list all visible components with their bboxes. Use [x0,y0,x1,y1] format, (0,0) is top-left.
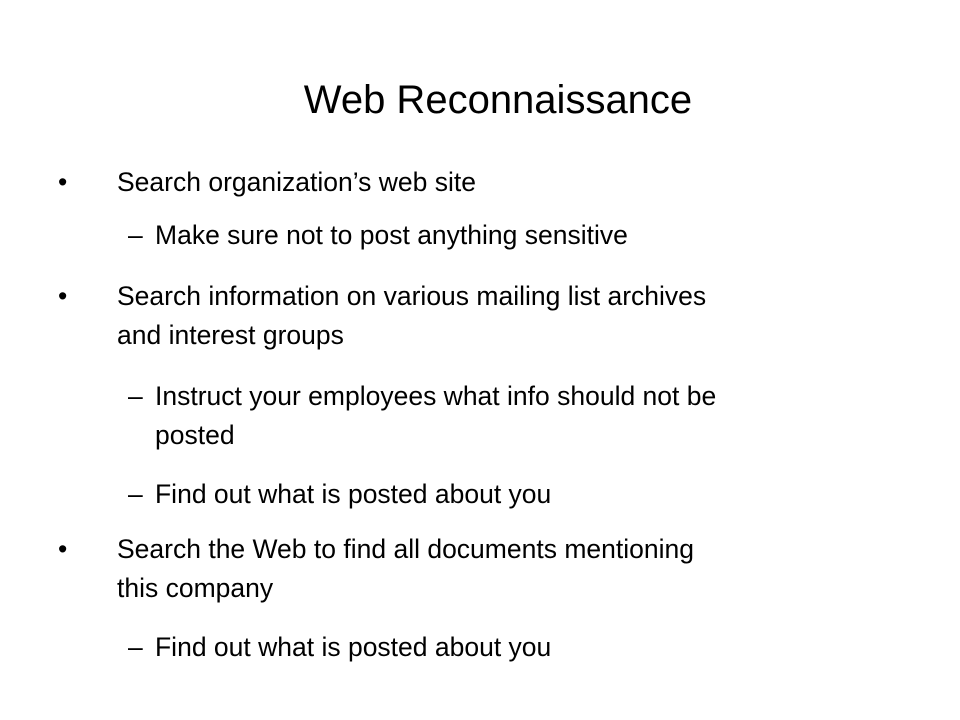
bullet-line: Search organization’s web site [117,167,476,197]
dash-marker: – [128,220,143,250]
sub-text [155,377,905,455]
bullet-marker: • [58,534,68,564]
sub-line: Make sure not to post anything sensitive [155,220,628,250]
sub-text [155,628,905,667]
dash-marker: – [128,632,143,662]
dash-marker: – [128,381,143,411]
bullet-line: Search information on various mailing list archives [117,281,707,311]
bullet-marker: • [58,281,68,311]
sub-text [155,475,905,514]
sub-line: posted [155,420,235,450]
bullet-text [117,530,897,608]
sub-line: Find out what is posted about you [155,632,552,662]
slide-title: Web Reconnaissance [303,78,693,122]
bullet-text [117,163,897,202]
bullet-text [117,277,897,355]
bullet-line: and interest groups [117,320,344,350]
bullet-line: this company [117,573,274,603]
sub-line: Find out what is posted about you [155,479,552,509]
sub-text [155,216,905,255]
bullet-marker: • [58,167,68,197]
sub-line: Instruct your employees what info should not be [155,381,717,411]
bullet-line: Search the Web to find all documents mentioning [117,534,694,564]
dash-marker: – [128,479,143,509]
